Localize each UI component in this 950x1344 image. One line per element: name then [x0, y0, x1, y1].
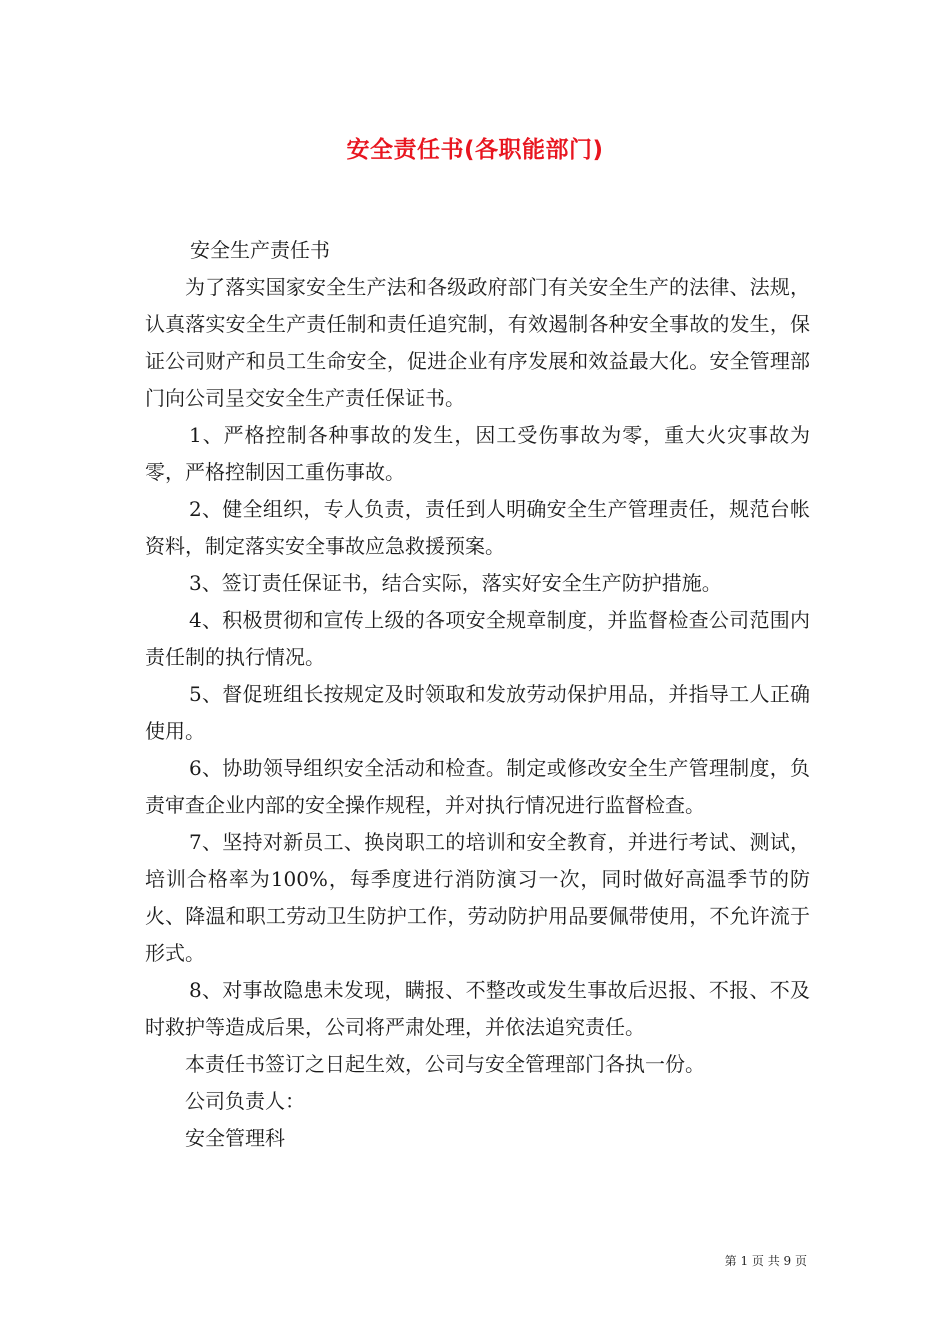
- paragraph-item-5: 5、督促班组长按规定及时领取和发放劳动保护用品，并指导工人正确使用。: [145, 682, 810, 743]
- paragraph-item-7: 7、坚持对新员工、换岗职工的培训和安全教育，并进行考试、测试，培训合格率为100%，每季度进行消防演习一次，同时做好高温季节的防火、降温和职工劳动卫生防护工作，劳动防护用品要佩带使用，不允许流于形式。: [145, 830, 810, 965]
- section-heading: 安全生产责任书: [190, 238, 330, 262]
- document-title: 安全责任书(各职能部门): [346, 137, 604, 163]
- paragraph-effective: 本责任书签订之日起生效，公司与安全管理部门各执一份。: [185, 1052, 705, 1076]
- document-body: [145, 232, 810, 1157]
- paragraph-intro: 为了落实国家安全生产法和各级政府部门有关安全生产的法律、法规，认真落实安全生产责任制和责任追究制，有效遏制各种安全事故的发生，保证公司财产和员工生命安全，促进企业有序发展和效益最大化。安全管理部门向公司呈交安全生产责任保证书。: [145, 275, 810, 410]
- signature-company: 公司负责人：: [185, 1089, 305, 1113]
- paragraph-item-6: 6、协助领导组织安全活动和检查。制定或修改安全生产管理制度，负责审查企业内部的安全操作规程，并对执行情况进行监督检查。: [145, 756, 810, 817]
- page-number: 第 1 页 共 9 页: [724, 1254, 807, 1268]
- paragraph-item-1: 1、严格控制各种事故的发生，因工受伤事故为零，重大火灾事故为零，严格控制因工重伤事故。: [145, 423, 810, 484]
- paragraph-item-4: 4、积极贯彻和宣传上级的各项安全规章制度，并监督检查公司范围内责任制的执行情况。: [145, 608, 810, 669]
- paragraph-item-3: 3、签订责任保证书，结合实际，落实好安全生产防护措施。: [189, 571, 722, 595]
- signature-department: 安全管理科: [185, 1126, 285, 1150]
- paragraph-item-8: 8、对事故隐患未发现，瞒报、不整改或发生事故后迟报、不报、不及时救护等造成后果，公司将严肃处理，并依法追究责任。: [145, 978, 810, 1039]
- paragraph-item-2: 2、健全组织，专人负责，责任到人明确安全生产管理责任，规范台帐资料，制定落实安全事故应急救援预案。: [145, 497, 810, 558]
